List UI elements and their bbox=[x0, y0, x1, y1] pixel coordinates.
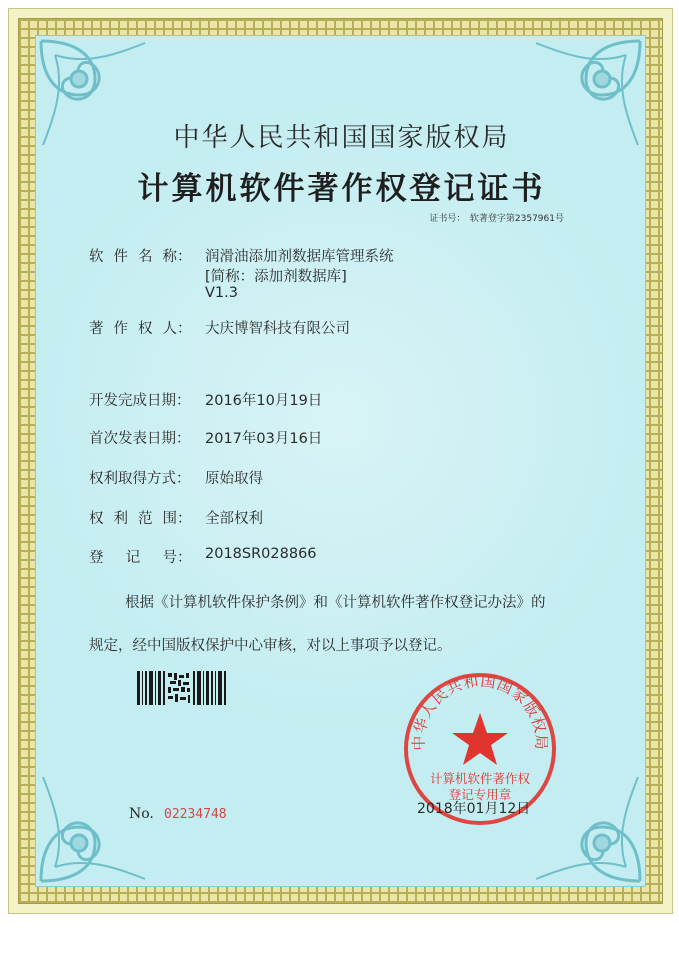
seal-line-1: 计算机软件著作权 bbox=[429, 771, 531, 786]
barcode-image bbox=[137, 671, 229, 705]
publication-date-label: 首次发表日期： bbox=[89, 431, 191, 447]
acquisition-method-label: 权利取得方式： bbox=[89, 471, 191, 487]
copyright-owner-label: 著 作 权 人 ： bbox=[89, 321, 192, 337]
corner-ornament-bottom-left bbox=[35, 767, 155, 887]
software-version: V1.3 bbox=[205, 285, 238, 301]
publication-date-value: 2017年03月16日 bbox=[205, 431, 323, 447]
registration-number-label: 登 记 号 ： bbox=[89, 550, 192, 566]
certificate bbox=[8, 8, 673, 914]
registration-number-value: 2018SR028866 bbox=[205, 546, 317, 562]
software-short-name: [简称：添加剂数据库] bbox=[205, 269, 347, 285]
statement-line-2: 规定，经中国版权保护中心审核，对以上事项予以登记。 bbox=[89, 638, 452, 654]
completion-date-value: 2016年10月19日 bbox=[205, 393, 323, 409]
rights-scope-value: 全部权利 bbox=[205, 511, 263, 527]
completion-date-label: 开发完成日期： bbox=[89, 393, 191, 409]
seal-arc-text: 中华人民共和国国家版权局 bbox=[409, 671, 551, 751]
issue-date: 2018年01月12日 bbox=[417, 801, 531, 817]
rights-scope-label: 权 利 范 围 ： bbox=[89, 511, 192, 527]
serial-number: 02234748 bbox=[164, 807, 227, 822]
statement-line-1: 根据《计算机软件保护条例》和《计算机软件著作权登记办法》的 bbox=[125, 595, 546, 611]
certificate-number: 证书号： 软著登字第2357961号 bbox=[429, 214, 564, 224]
software-name-value: 润滑油添加剂数据库管理系统 bbox=[205, 249, 394, 265]
seal-star-icon bbox=[452, 713, 508, 765]
seal-line-2: 登记专用章 bbox=[448, 787, 512, 802]
certificate-title: 计算机软件著作权登记证书 bbox=[137, 171, 546, 207]
acquisition-method-value: 原始取得 bbox=[205, 471, 263, 487]
copyright-owner-value: 大庆博智科技有限公司 bbox=[205, 321, 350, 337]
software-name-label: 软 件 名 称 ： bbox=[89, 249, 192, 265]
issuer-heading: 中华人民共和国国家版权局 bbox=[173, 123, 510, 153]
serial-label: No. bbox=[129, 806, 154, 822]
